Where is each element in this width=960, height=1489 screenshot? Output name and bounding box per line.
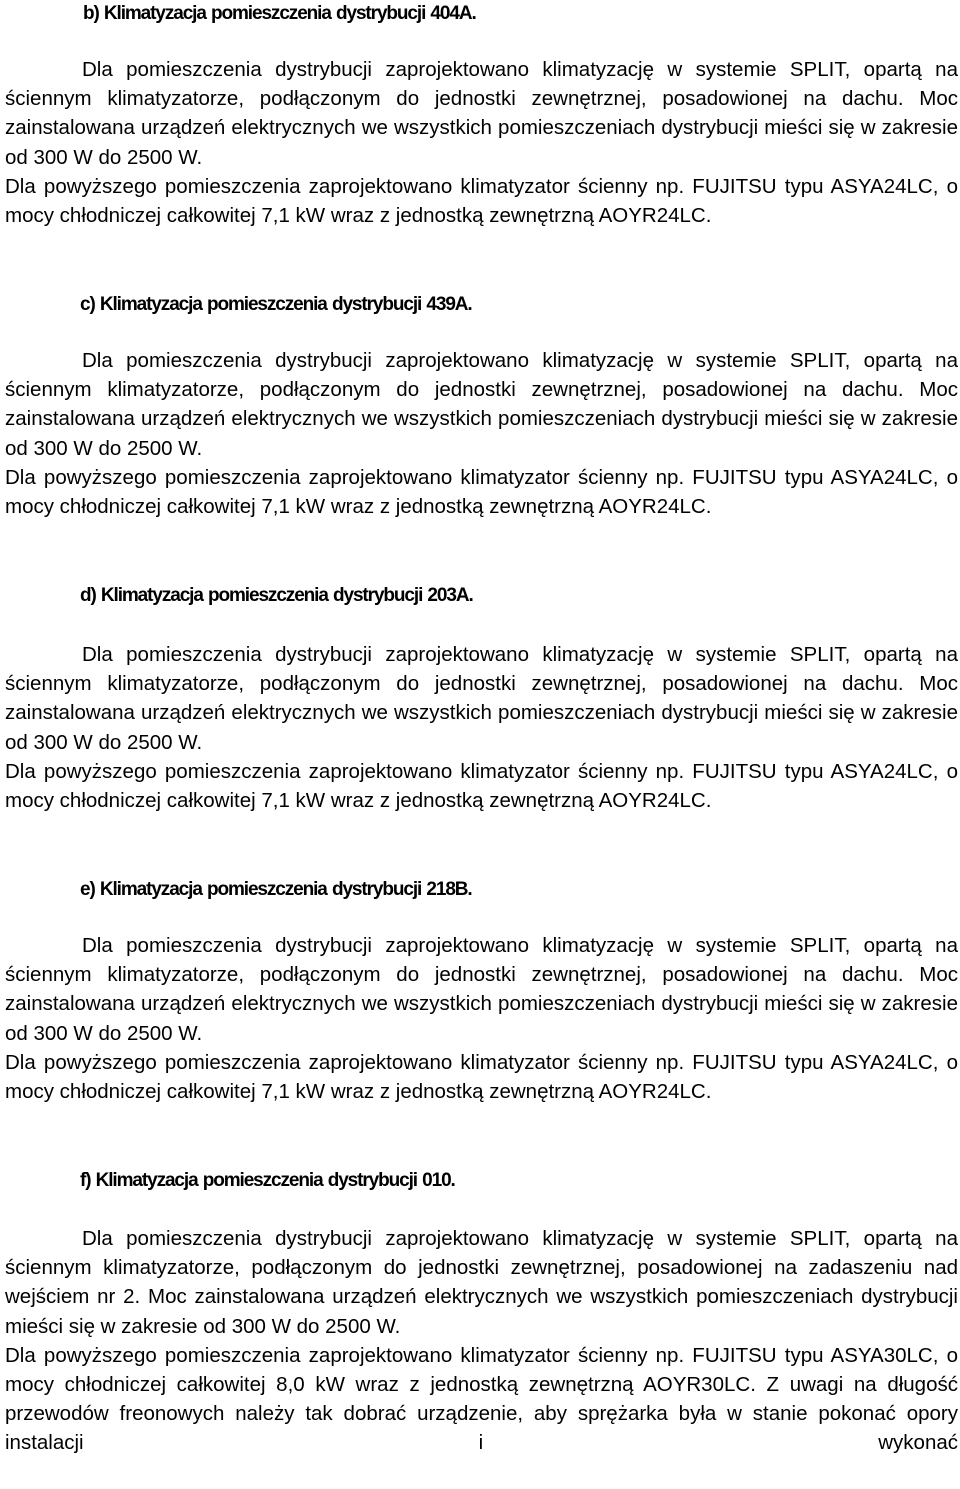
section-body-f [5, 1224, 958, 1458]
paragraph: Dla pomieszczenia dystrybucji zaprojektowano klimatyzację w systemie SPLIT, opartą na ściennym klimatyzatorze, podłączonym do jednostki zewnętrznej, posadowionej na dachu. Moc zainstalowana urządzeń elektrycznych we wszystkich pomieszczeniach dystrybucji mieści się w zakresie od 300 W do 2500 W. [5, 349, 958, 460]
paragraph: Dla powyższego pomieszczenia zaprojektowano klimatyzator ścienny np. FUJITSU typu ASYA24LC, o mocy chłodniczej całkowitej 7,1 kW wraz z jednostką zewnętrzną AOYR24LC. [5, 174, 958, 228]
paragraph: Dla powyższego pomieszczenia zaprojektowano klimatyzator ścienny np. FUJITSU typu ASYA24LC, o mocy chłodniczej całkowitej 7,1 kW wraz z jednostką zewnętrzną AOYR24LC. [5, 465, 958, 519]
section-heading-e: e) Klimatyzacja pomieszczenia dystrybucji 218B. [80, 879, 472, 900]
section-heading-b: b) Klimatyzacja pomieszczenia dystrybucji 404A. [83, 3, 476, 24]
paragraph: Dla pomieszczenia dystrybucji zaprojektowano klimatyzację w systemie SPLIT, opartą na ściennym klimatyzatorze, podłączonym do jednostki zewnętrznej, posadowionej na dachu. Moc zainstalowana urządzeń elektrycznych we wszystkich pomieszczeniach dystrybucji mieści się w zakresie od 300 W do 2500 W. [5, 934, 958, 1045]
section-heading-d: d) Klimatyzacja pomieszczenia dystrybucji 203A. [80, 585, 473, 606]
paragraph: Dla powyższego pomieszczenia zaprojektowano klimatyzator ścienny np. FUJITSU typu ASYA24LC, o mocy chłodniczej całkowitej 7,1 kW wraz z jednostką zewnętrzną AOYR24LC. [5, 1050, 958, 1104]
section-body-e [5, 931, 958, 1106]
section-heading-c: c) Klimatyzacja pomieszczenia dystrybucji 439A. [80, 294, 472, 315]
paragraph: Dla pomieszczenia dystrybucji zaprojektowano klimatyzację w systemie SPLIT, opartą na ściennym klimatyzatorze, podłączonym do jednostki zewnętrznej, posadowionej na dachu. Moc zainstalowana urządzeń elektrycznych we wszystkich pomieszczeniach dystrybucji mieści się w zakresie od 300 W do 2500 W. [5, 58, 958, 169]
section-heading-f: f) Klimatyzacja pomieszczenia dystrybucji 010. [80, 1170, 455, 1191]
paragraph: Dla pomieszczenia dystrybucji zaprojektowano klimatyzację w systemie SPLIT, opartą na ściennym klimatyzatorze, podłączonym do jednostki zewnętrznej, posadowionej na zadaszeniu nad wejściem nr 2. Moc zainstalowana urządzeń elektrycznych we wszystkich pomieszczeniach dystrybucji mieści się w zakresie od 300 W do 2500 W. [5, 1227, 958, 1338]
paragraph: Dla powyższego pomieszczenia zaprojektowano klimatyzator ścienny np. FUJITSU typu ASYA24LC, o mocy chłodniczej całkowitej 7,1 kW wraz z jednostką zewnętrzną AOYR24LC. [5, 759, 958, 813]
section-body-b [5, 55, 958, 230]
section-body-c [5, 346, 958, 521]
section-body-d [5, 640, 958, 815]
paragraph: Dla pomieszczenia dystrybucji zaprojektowano klimatyzację w systemie SPLIT, opartą na ściennym klimatyzatorze, podłączonym do jednostki zewnętrznej, posadowionej na dachu. Moc zainstalowana urządzeń elektrycznych we wszystkich pomieszczeniach dystrybucji mieści się w zakresie od 300 W do 2500 W. [5, 643, 958, 754]
paragraph: Dla powyższego pomieszczenia zaprojektowano klimatyzator ścienny np. FUJITSU typu ASYA30LC, o mocy chłodniczej całkowitej 8,0 kW wraz z jednostką zewnętrzną AOYR30LC. Z uwagi na długość przewodów freonowych należy tak dobrać urządzenie, aby sprężarka była w stanie pokonać opory instalacji i wykonać [5, 1343, 958, 1455]
